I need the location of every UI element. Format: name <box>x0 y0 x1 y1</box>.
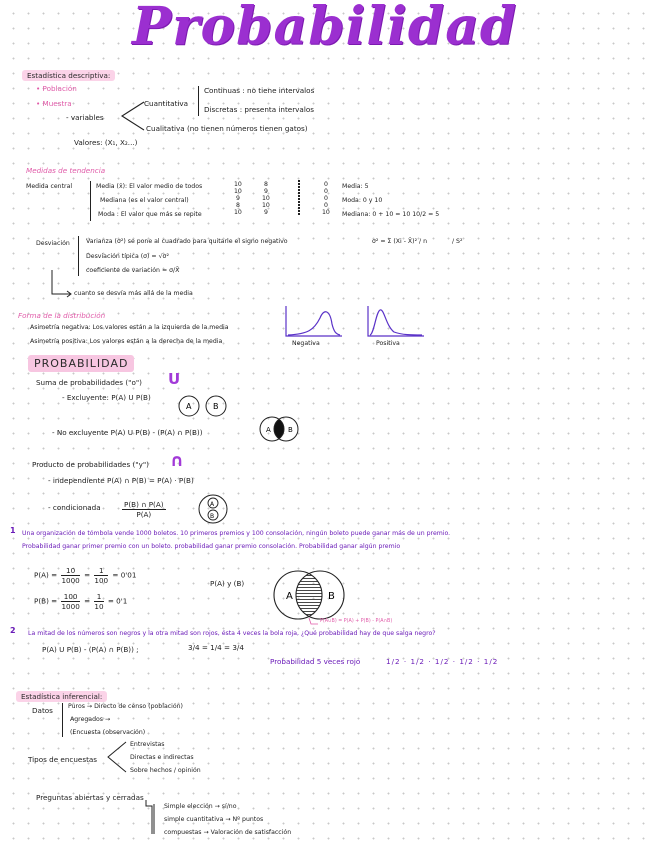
ejercicio-1-line-1: Una organización de tómbola vende 1000 boletos. 10 primeros premios y 100 consolación, ningún boleto puede ganar más de un premio. <box>22 530 451 537</box>
valores-label: Valores: (X₁, X₂...) <box>74 138 138 147</box>
moda-def: Moda : El valor que más se repite <box>98 211 202 218</box>
venn-no-excluyente <box>258 414 302 444</box>
continuas-label: Continuas : no tiene intervalos <box>204 86 315 95</box>
datos-agregados: Agregados → <box>70 716 111 723</box>
cuanto-desvia: cuanto se desvía más allá de la media <box>74 290 193 297</box>
pa-equation: P(A) = $\frac{10}{1000}$ = $\frac{1}{100}$ = 0'01 <box>34 566 137 585</box>
datos-puros: Puros → Directo de censo (población) <box>68 703 183 710</box>
ejercicio-2-formula: P(A) U P(B) - (P(A) ∩ P(B)) ; <box>42 645 139 654</box>
interseccion-symbol: ∩ <box>170 451 184 471</box>
desviacion-arrow <box>50 270 74 300</box>
compuestas: compuestas → Valoración de satisfacción <box>164 829 292 836</box>
tipos-encuestas: Tipos de encuestas <box>28 755 98 764</box>
coeficiente-variacion: coeficiente de variación = σ/X̄ <box>86 267 180 274</box>
producto-probabilidades: Producto de probabilidades ("y") <box>32 460 149 469</box>
page-title: Probabilidad <box>132 0 518 57</box>
variables-brace <box>116 100 146 132</box>
desviacion-label: Desviación <box>36 240 70 247</box>
media-def: Media (x̄): El valor medio de todos <box>96 183 203 190</box>
ejercicio-2-enunciado: La mitad de los números son negros y la otra mitad son rojos, ésta 4 veces la bola roja, ¿Qué probabilidad hay de que salga negro? <box>28 630 436 637</box>
ejercicio-1-number: 1 <box>10 526 16 535</box>
cuantitativa-label: Cuantitativa <box>144 99 189 108</box>
preguntas-bracket <box>144 800 164 836</box>
mediana-def: Mediana (es el valor central) <box>100 197 189 204</box>
tally-marks <box>298 180 300 216</box>
preguntas-label: Preguntas abiertas y cerradas <box>36 793 144 802</box>
datos-encuesta: (Encuesta (observación) <box>70 729 146 736</box>
suma-probabilidades: Suma de probabilidades ("o") <box>36 378 142 387</box>
tipos-brace <box>104 740 128 774</box>
venn-condicionada <box>198 492 228 526</box>
descriptiva-heading: Estadística descriptiva: <box>22 70 115 81</box>
positive-skew-graph <box>366 304 426 342</box>
svg-text:A: A <box>186 402 192 411</box>
tendencia-heading: Medidas de tendencia <box>26 166 106 175</box>
medida-central-label: Medida central <box>26 183 73 190</box>
venn-excluyente <box>176 394 232 420</box>
excluyente: - Excluyente: P(A) U P(B) <box>62 393 151 402</box>
forma-heading: Forma de la distribución <box>18 311 106 320</box>
cualitativa-label: Cualitativa (no tienen números tienen gatos) <box>146 124 308 133</box>
asimetria-negativa: Asimetría negativa: Los valores están a la izquierda de la media <box>30 324 229 331</box>
svg-text:B: B <box>288 426 293 434</box>
directas-item: Directas e indirectas <box>130 754 194 761</box>
inferencial-heading: Estadística inferencial: <box>16 691 107 702</box>
ejercicio-1-line-2: Probabilidad ganar primer premio con un boleto. probabilidad ganar premio consolación. Probabilidad ganar algún premio <box>22 543 401 550</box>
condicionada: - condicionada <box>48 503 101 512</box>
positiva-label: Positiva <box>376 340 400 347</box>
svg-text:A: A <box>286 591 293 602</box>
media-result: Media: 5 <box>342 183 369 190</box>
svg-text:A: A <box>266 426 271 434</box>
union-note: P(A∪B) = P(A) + P(B) - P(A∩B) <box>320 619 393 624</box>
no-excluyente: - No excluyente P(A) U P(B) - (P(A) ∩ P(B)) <box>52 428 203 437</box>
venn-ejercicio-1 <box>268 568 364 622</box>
union-symbol: U <box>168 370 181 388</box>
simple-cuantitativa: simple cuantitativa → Nº puntos <box>164 816 264 823</box>
varianza-formula-tail: / S² <box>452 238 463 245</box>
svg-text:A: A <box>210 501 215 508</box>
mediana-result: Mediana: 0 + 10 = 10 10/2 = 5 <box>342 211 440 218</box>
poblacion-item: • Población <box>36 84 77 93</box>
moda-result: Moda: 0 y 10 <box>342 197 383 204</box>
svg-text:B: B <box>213 402 219 411</box>
negative-skew-graph <box>284 304 344 342</box>
independiente: - independiente P(A) ∩ P(B) = P(A) · P(B) <box>48 476 194 485</box>
probabilidad-heading: PROBABILIDAD <box>28 355 134 372</box>
varianza-def: Varianza (σ²) se pone al cuadrado para quitarle el signo negativo <box>86 238 288 245</box>
sobre-hechos-item: Sobre hechos / opinión <box>130 767 201 774</box>
asimetria-positiva: Asimetría positiva: Los valores están a la derecha de la media <box>30 338 223 345</box>
varianza-formula: σ² = Σ (Xi - X̄)² / n <box>372 238 428 245</box>
pb-equation: P(B) = $\frac{100}{1000}$ = $\frac{1}{10}$ = 0'1 <box>34 592 128 611</box>
condicionada-fraccion: P(B) ∩ P(A) P(A) <box>124 500 164 519</box>
simple-eleccion: Simple elección → sí/no <box>164 803 237 810</box>
svg-text:B: B <box>210 513 215 520</box>
data-column-1: 10 10 9 8 10 <box>234 181 242 216</box>
data-column-3: 0 0 0 0 10 <box>322 181 330 216</box>
svg-text:B: B <box>328 591 335 602</box>
pa-y-pb: P(A) y (B) <box>210 579 245 588</box>
probabilidad-rojo: Probabilidad 5 veces rojo <box>270 657 361 666</box>
data-column-2: 8 9 10 10 9 <box>262 181 270 216</box>
datos-label: Datos <box>32 706 53 715</box>
discretas-label: Discretas : presenta intervalos <box>204 105 314 114</box>
muestra-item: • Muestra <box>36 99 72 108</box>
rojo-fracciones: 1/2 · 1/2 · 1/2 · 1/2 · 1/2 <box>386 657 499 666</box>
desviacion-tipica: Desviación típica (σ) = √σ² <box>86 253 169 260</box>
ejercicio-2-fracciones: 3/4 = 1/4 = 3/4 <box>188 643 244 652</box>
negativa-label: Negativa <box>292 340 320 347</box>
ejercicio-2-number: 2 <box>10 626 16 635</box>
entrevistas-item: Entrevistas <box>130 741 165 748</box>
variables-label: - variables <box>66 113 104 122</box>
